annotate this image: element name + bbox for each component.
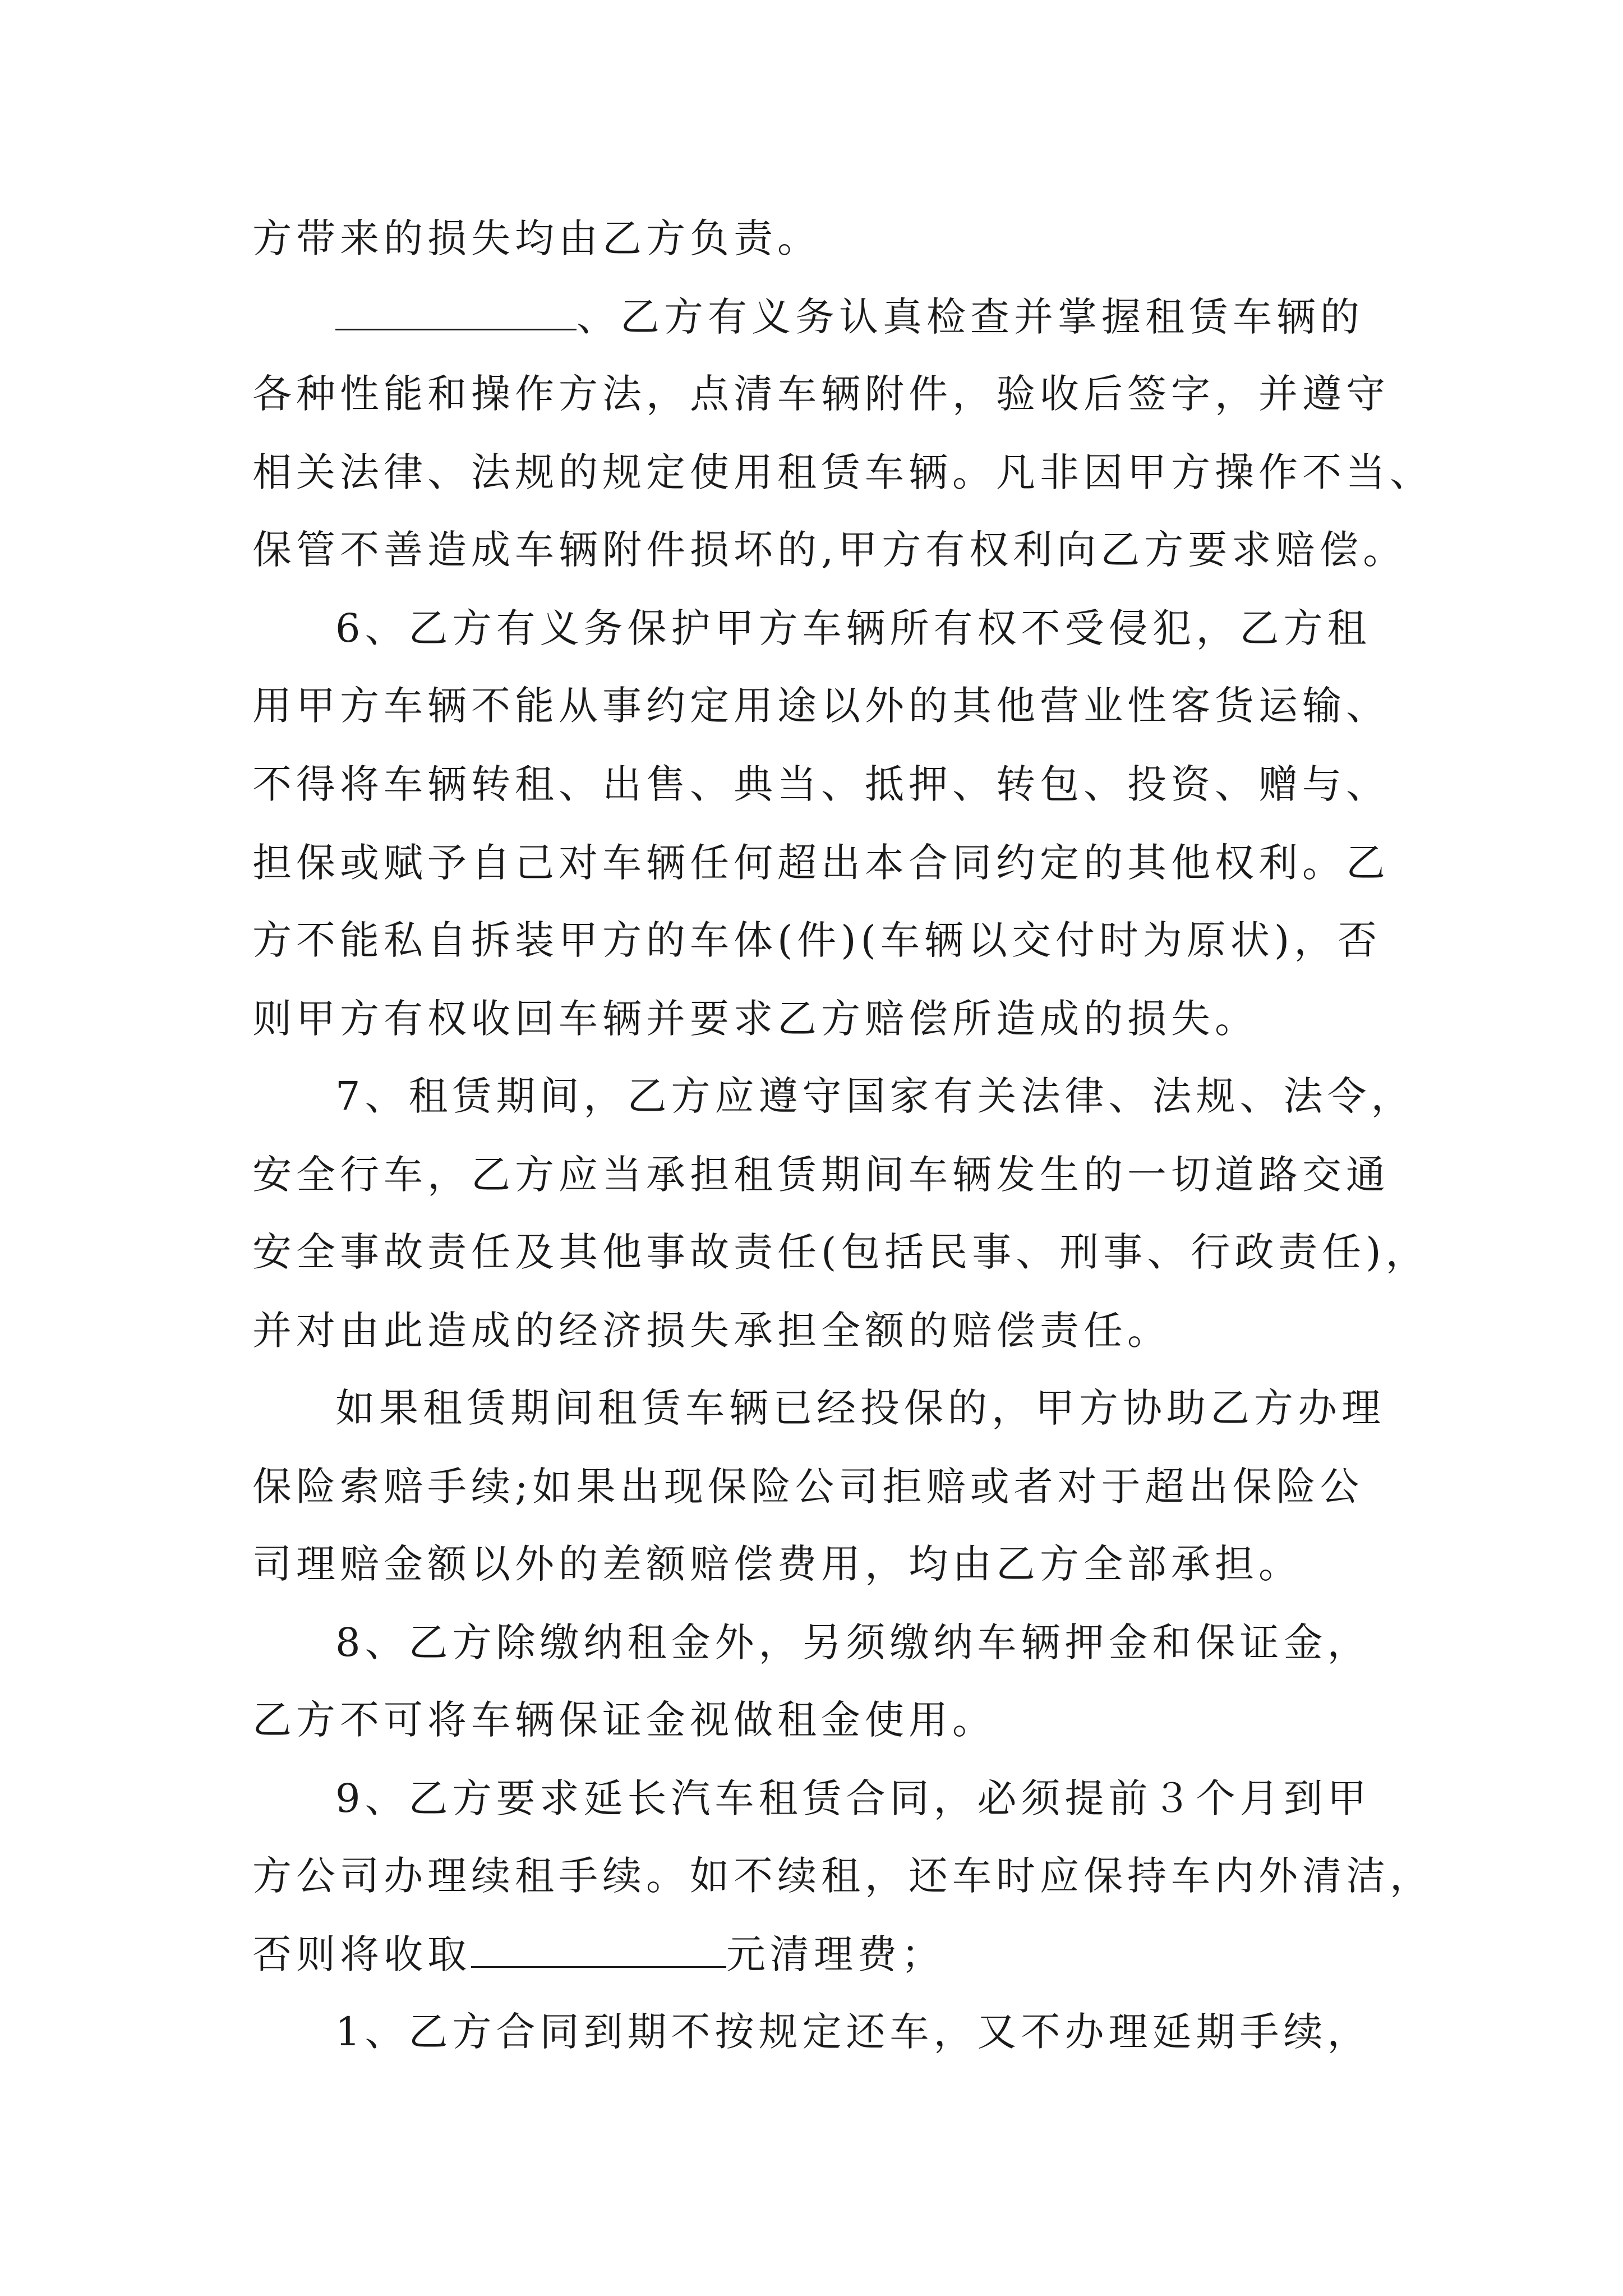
text-line: 相关法律、法规的规定使用租赁车辆。凡非因甲方操作不当、: [252, 449, 1433, 495]
text-line: 、乙方有义务认真检查并掌握租赁车辆的: [335, 283, 1364, 351]
text-line: 不得将车辆转租、出售、典当、抵押、转包、投资、赠与、: [252, 761, 1390, 807]
text-line: 乙方不可将车辆保证金视做租金使用。: [252, 1697, 996, 1743]
text-line: 方带来的损失均由乙方负责。: [252, 215, 821, 261]
text-line: 8、乙方除缴纳租金外，另须缴纳车辆押金和保证金，: [335, 1619, 1371, 1665]
fill-in-blank: [471, 1927, 726, 1968]
text-line: 安全行车，乙方应当承担租赁期间车辆发生的一切道路交通: [252, 1152, 1390, 1198]
text-line: 方不能私自拆装甲方的车体(件)(车辆以交付时为原状)，否: [252, 917, 1382, 963]
text-line: 并对由此造成的经济损失承担全额的赔偿责任。: [252, 1308, 1171, 1354]
text-line: 1、乙方合同到期不按规定还车，又不办理延期手续，: [335, 2009, 1371, 2055]
text-line: 7、租赁期间，乙方应遵守国家有关法律、法规、法令，: [335, 1073, 1415, 1119]
text-line: 保管不善造成车辆附件损坏的,甲方有权利向乙方要求赔偿。: [252, 527, 1407, 573]
text-line: 则甲方有权收回车辆并要求乙方赔偿所造成的损失。: [252, 996, 1258, 1042]
text-line: 各种性能和操作方法，点清车辆附件，验收后签字，并遵守: [252, 371, 1390, 417]
text-line: 如果租赁期间租赁车辆已经投保的，甲方协助乙方办理: [335, 1385, 1385, 1431]
text-line: 方公司办理续租手续。如不续租，还车时应保持车内外清洁，: [252, 1853, 1433, 1899]
text-line: 担保或赋予自己对车辆任何超出本合同约定的其他权利。乙: [252, 840, 1390, 886]
text-line: 司理赔金额以外的差额赔偿费用，均由乙方全部承担。: [252, 1541, 1302, 1587]
text-line: 6、乙方有义务保护甲方车辆所有权不受侵犯，乙方租: [335, 605, 1371, 651]
text-line: 安全事故责任及其他事故责任(包括民事、刑事、行政责任)，: [252, 1229, 1430, 1275]
fill-in-blank: [335, 289, 577, 330]
text-line: 用甲方车辆不能从事约定用途以外的其他营业性客货运输、: [252, 683, 1390, 729]
text-line: 保险索赔手续;如果出现保险公司拒赔或者对于超出保险公: [252, 1464, 1364, 1510]
text-line: 9、乙方要求延长汽车租赁合同，必须提前３个月到甲: [335, 1775, 1371, 1821]
text-line: 否则将收取 元清理费；: [252, 1921, 945, 1988]
